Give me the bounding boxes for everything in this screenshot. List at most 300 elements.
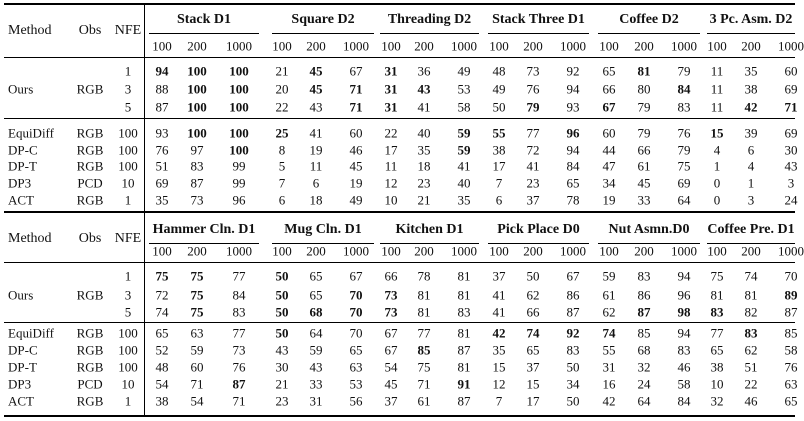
- score-cell: 37: [384, 393, 398, 409]
- score-cell: 77: [417, 325, 431, 341]
- score-cell: 6: [278, 192, 286, 208]
- score-cell: 77: [710, 325, 724, 341]
- score-cell: 83: [710, 304, 724, 320]
- score-cell: 7: [495, 175, 503, 191]
- score-cell: 33: [637, 192, 651, 208]
- nfe-value: 100: [118, 342, 138, 358]
- score-cell: 50: [566, 359, 580, 375]
- score-cell: 59: [309, 342, 323, 358]
- obs-header: Obs: [78, 230, 102, 246]
- header-rule: [4, 57, 795, 58]
- score-cell: 75: [190, 304, 204, 320]
- baseline-method-label: ACT: [8, 192, 34, 208]
- score-cell: 59: [457, 125, 471, 141]
- step-subheader: 1000: [671, 243, 697, 259]
- score-cell: 52: [155, 342, 169, 358]
- step-subheader: 200: [306, 38, 326, 54]
- score-cell: 46: [744, 393, 758, 409]
- score-cell: 70: [349, 325, 363, 341]
- score-cell: 87: [457, 393, 471, 409]
- score-cell: 23: [526, 175, 540, 191]
- score-cell: 81: [457, 268, 471, 284]
- score-cell: 83: [677, 342, 691, 358]
- score-cell: 19: [349, 175, 363, 191]
- score-cell: 87: [190, 175, 204, 191]
- step-subheader: 1000: [226, 38, 252, 54]
- score-cell: 31: [309, 393, 323, 409]
- score-cell: 54: [155, 376, 169, 392]
- baseline-obs-label: RGB: [76, 342, 104, 358]
- score-cell: 96: [677, 287, 691, 303]
- baseline-obs-label: RGB: [76, 393, 104, 409]
- score-cell: 81: [744, 287, 758, 303]
- score-cell: 50: [275, 304, 289, 320]
- score-cell: 21: [275, 63, 289, 79]
- score-cell: 100: [229, 125, 249, 141]
- score-cell: 80: [637, 81, 651, 97]
- score-cell: 45: [309, 81, 323, 97]
- score-cell: 94: [155, 63, 169, 79]
- score-cell: 83: [190, 158, 204, 174]
- score-cell: 21: [417, 192, 431, 208]
- score-cell: 58: [457, 99, 471, 115]
- baseline-obs-label: PCD: [77, 376, 103, 392]
- score-cell: 65: [309, 268, 323, 284]
- score-cell: 79: [526, 99, 540, 115]
- score-cell: 83: [677, 99, 691, 115]
- score-cell: 64: [637, 393, 651, 409]
- score-cell: 69: [784, 125, 798, 141]
- score-cell: 54: [190, 393, 204, 409]
- score-cell: 50: [275, 287, 289, 303]
- score-cell: 81: [417, 304, 431, 320]
- method-header: Method: [8, 23, 52, 38]
- baseline-method-label: DP-T: [8, 158, 37, 174]
- score-cell: 75: [190, 268, 204, 284]
- score-cell: 83: [637, 268, 651, 284]
- score-cell: 73: [232, 342, 246, 358]
- step-subheader: 1000: [226, 243, 252, 259]
- score-cell: 47: [602, 158, 616, 174]
- score-cell: 38: [155, 393, 169, 409]
- score-cell: 42: [602, 393, 616, 409]
- section-rule: [4, 322, 795, 323]
- step-subheader: 200: [414, 243, 434, 259]
- score-cell: 63: [190, 325, 204, 341]
- score-cell: 99: [232, 175, 246, 191]
- step-subheader: 1000: [451, 243, 477, 259]
- score-cell: 36: [417, 63, 431, 79]
- score-cell: 6: [312, 175, 320, 191]
- score-cell: 81: [457, 359, 471, 375]
- score-cell: 69: [677, 175, 691, 191]
- score-cell: 100: [229, 99, 249, 115]
- score-cell: 38: [744, 81, 758, 97]
- score-cell: 93: [155, 125, 169, 141]
- step-subheader: 100: [152, 243, 172, 259]
- score-cell: 78: [566, 192, 580, 208]
- score-cell: 94: [566, 81, 580, 97]
- score-cell: 60: [602, 125, 616, 141]
- score-cell: 15: [710, 125, 724, 141]
- score-cell: 40: [417, 125, 431, 141]
- score-cell: 4: [747, 158, 755, 174]
- score-cell: 21: [275, 376, 289, 392]
- score-cell: 49: [492, 81, 506, 97]
- score-cell: 51: [155, 158, 169, 174]
- header-divider: [144, 213, 145, 262]
- step-subheader: 1000: [451, 38, 477, 54]
- score-cell: 53: [457, 81, 471, 97]
- score-cell: 10: [710, 376, 724, 392]
- score-cell: 62: [744, 342, 758, 358]
- score-cell: 18: [309, 192, 323, 208]
- score-cell: 87: [566, 304, 580, 320]
- score-cell: 39: [744, 125, 758, 141]
- score-cell: 71: [232, 393, 246, 409]
- task-header: Coffee Pre. D1: [707, 222, 795, 237]
- score-cell: 45: [349, 158, 363, 174]
- step-subheader: 1000: [671, 38, 697, 54]
- score-cell: 46: [349, 142, 363, 158]
- score-cell: 83: [566, 342, 580, 358]
- score-cell: 71: [349, 99, 363, 115]
- baseline-method-label: EquiDiff: [8, 125, 54, 141]
- score-cell: 37: [492, 268, 506, 284]
- score-cell: 46: [677, 359, 691, 375]
- score-cell: 75: [417, 359, 431, 375]
- score-cell: 84: [677, 81, 691, 97]
- task-underline: [272, 33, 374, 34]
- score-cell: 59: [457, 142, 471, 158]
- score-cell: 67: [349, 268, 363, 284]
- score-cell: 23: [275, 393, 289, 409]
- header-divider: [144, 5, 145, 57]
- score-cell: 19: [602, 192, 616, 208]
- score-cell: 67: [384, 325, 398, 341]
- score-cell: 43: [784, 158, 798, 174]
- score-cell: 81: [457, 325, 471, 341]
- ours-obs-label: RGB: [76, 287, 104, 303]
- task-underline: [380, 33, 479, 34]
- score-cell: 58: [677, 376, 691, 392]
- score-cell: 83: [744, 325, 758, 341]
- score-cell: 89: [784, 287, 798, 303]
- score-cell: 62: [602, 304, 616, 320]
- score-cell: 63: [784, 376, 798, 392]
- score-cell: 40: [457, 175, 471, 191]
- score-cell: 41: [457, 158, 471, 174]
- score-cell: 74: [526, 325, 540, 341]
- score-cell: 75: [677, 158, 691, 174]
- score-cell: 85: [417, 342, 431, 358]
- baseline-obs-label: RGB: [76, 158, 104, 174]
- step-subheader: 200: [414, 38, 434, 54]
- score-cell: 60: [190, 359, 204, 375]
- step-subheader: 100: [489, 38, 509, 54]
- score-cell: 42: [744, 99, 758, 115]
- score-cell: 67: [566, 268, 580, 284]
- header-rule: [4, 262, 795, 263]
- score-cell: 92: [566, 325, 580, 341]
- score-cell: 73: [384, 287, 398, 303]
- ours-obs-label: RGB: [76, 81, 104, 97]
- nfe-value: 1: [124, 63, 132, 79]
- nfe-value: 10: [121, 376, 135, 392]
- nfe-value: 5: [124, 304, 132, 320]
- score-cell: 1: [747, 175, 755, 191]
- score-cell: 0: [713, 192, 721, 208]
- baseline-obs-label: RGB: [76, 125, 104, 141]
- score-cell: 74: [602, 325, 616, 341]
- score-cell: 35: [457, 192, 471, 208]
- score-cell: 98: [677, 304, 691, 320]
- score-cell: 85: [637, 325, 651, 341]
- score-cell: 71: [190, 376, 204, 392]
- score-cell: 11: [710, 81, 724, 97]
- score-cell: 100: [229, 63, 249, 79]
- score-cell: 17: [384, 142, 398, 158]
- step-subheader: 1000: [343, 38, 369, 54]
- score-cell: 68: [637, 342, 651, 358]
- step-subheader: 100: [707, 243, 727, 259]
- score-cell: 64: [677, 192, 691, 208]
- step-subheader: 100: [272, 243, 292, 259]
- step-subheader: 200: [187, 243, 207, 259]
- score-cell: 49: [349, 192, 363, 208]
- score-cell: 71: [349, 81, 363, 97]
- score-cell: 25: [275, 125, 289, 141]
- score-cell: 87: [784, 304, 798, 320]
- score-cell: 79: [677, 63, 691, 79]
- score-cell: 12: [384, 175, 398, 191]
- score-cell: 35: [155, 192, 169, 208]
- score-cell: 41: [526, 158, 540, 174]
- nfe-value: 100: [118, 158, 138, 174]
- score-cell: 79: [637, 125, 651, 141]
- score-cell: 17: [526, 393, 540, 409]
- score-cell: 100: [187, 63, 207, 79]
- score-cell: 100: [187, 99, 207, 115]
- score-cell: 71: [784, 99, 798, 115]
- score-cell: 6: [747, 142, 755, 158]
- score-cell: 69: [784, 81, 798, 97]
- score-cell: 81: [710, 287, 724, 303]
- score-cell: 82: [744, 304, 758, 320]
- score-cell: 42: [492, 325, 506, 341]
- step-subheader: 200: [187, 38, 207, 54]
- score-cell: 34: [566, 376, 580, 392]
- score-cell: 11: [384, 158, 398, 174]
- score-cell: 69: [155, 175, 169, 191]
- score-cell: 81: [417, 287, 431, 303]
- score-cell: 97: [190, 142, 204, 158]
- nfe-value: 1: [124, 268, 132, 284]
- baseline-method-label: ACT: [8, 393, 34, 409]
- score-cell: 96: [566, 125, 580, 141]
- score-cell: 61: [602, 287, 616, 303]
- score-cell: 41: [492, 287, 506, 303]
- baseline-method-label: DP3: [8, 376, 32, 392]
- score-cell: 94: [566, 142, 580, 158]
- score-cell: 22: [744, 376, 758, 392]
- task-underline: [488, 33, 589, 34]
- nfe-value: 1: [124, 393, 132, 409]
- baseline-method-label: DP-C: [8, 142, 38, 158]
- ours-method-label: Ours: [8, 287, 34, 303]
- ours-method-label: Ours: [8, 81, 34, 97]
- score-cell: 41: [309, 125, 323, 141]
- score-cell: 94: [677, 268, 691, 284]
- nfe-value: 3: [124, 287, 132, 303]
- nfe-header: NFE: [114, 230, 142, 246]
- step-subheader: 1000: [778, 38, 804, 54]
- baseline-method-label: DP-C: [8, 342, 38, 358]
- task-header: Stack Three D1: [492, 12, 585, 27]
- method-divider: [144, 262, 145, 415]
- method-divider: [144, 57, 145, 211]
- score-cell: 65: [526, 342, 540, 358]
- score-cell: 20: [275, 81, 289, 97]
- score-cell: 76: [155, 142, 169, 158]
- score-cell: 31: [384, 99, 398, 115]
- score-cell: 83: [232, 304, 246, 320]
- score-cell: 33: [309, 376, 323, 392]
- score-cell: 65: [710, 342, 724, 358]
- score-cell: 18: [417, 158, 431, 174]
- baseline-obs-label: RGB: [76, 192, 104, 208]
- score-cell: 63: [349, 359, 363, 375]
- score-cell: 70: [784, 268, 798, 284]
- score-cell: 76: [677, 125, 691, 141]
- score-cell: 11: [710, 99, 724, 115]
- score-cell: 34: [602, 175, 616, 191]
- score-cell: 55: [492, 125, 506, 141]
- score-cell: 67: [602, 99, 616, 115]
- score-cell: 70: [349, 287, 363, 303]
- nfe-value: 1: [124, 192, 132, 208]
- score-cell: 43: [275, 342, 289, 358]
- step-subheader: 100: [489, 243, 509, 259]
- score-cell: 53: [349, 376, 363, 392]
- nfe-value: 100: [118, 125, 138, 141]
- score-cell: 45: [637, 175, 651, 191]
- score-cell: 44: [602, 142, 616, 158]
- score-cell: 43: [417, 81, 431, 97]
- score-cell: 31: [602, 359, 616, 375]
- score-cell: 79: [677, 142, 691, 158]
- score-cell: 71: [417, 376, 431, 392]
- score-cell: 79: [637, 99, 651, 115]
- score-cell: 72: [155, 287, 169, 303]
- score-cell: 70: [349, 304, 363, 320]
- baseline-obs-label: RGB: [76, 325, 104, 341]
- table-bottom-rule: [4, 415, 795, 417]
- score-cell: 74: [155, 304, 169, 320]
- score-cell: 19: [309, 142, 323, 158]
- score-cell: 77: [526, 125, 540, 141]
- score-cell: 17: [492, 158, 506, 174]
- score-cell: 7: [278, 175, 286, 191]
- score-cell: 48: [492, 63, 506, 79]
- score-cell: 58: [784, 342, 798, 358]
- baseline-obs-label: RGB: [76, 359, 104, 375]
- score-cell: 11: [309, 158, 323, 174]
- score-cell: 100: [187, 125, 207, 141]
- score-cell: 65: [784, 393, 798, 409]
- score-cell: 65: [349, 342, 363, 358]
- task-underline: [149, 33, 259, 34]
- score-cell: 6: [495, 192, 503, 208]
- score-cell: 73: [526, 63, 540, 79]
- score-cell: 31: [384, 63, 398, 79]
- step-subheader: 100: [381, 38, 401, 54]
- step-subheader: 100: [599, 38, 619, 54]
- step-subheader: 1000: [778, 243, 804, 259]
- score-cell: 65: [602, 63, 616, 79]
- score-cell: 87: [232, 376, 246, 392]
- score-cell: 48: [155, 359, 169, 375]
- score-cell: 10: [384, 192, 398, 208]
- score-cell: 75: [155, 268, 169, 284]
- score-cell: 76: [526, 81, 540, 97]
- score-cell: 32: [637, 359, 651, 375]
- score-cell: 31: [384, 81, 398, 97]
- nfe-header: NFE: [114, 23, 142, 38]
- score-cell: 35: [744, 63, 758, 79]
- nfe-value: 5: [124, 99, 132, 115]
- score-cell: 76: [784, 359, 798, 375]
- score-cell: 43: [309, 359, 323, 375]
- score-cell: 54: [384, 359, 398, 375]
- score-cell: 100: [229, 81, 249, 97]
- score-cell: 50: [275, 268, 289, 284]
- score-cell: 5: [278, 158, 286, 174]
- nfe-value: 3: [124, 81, 132, 97]
- score-cell: 99: [232, 158, 246, 174]
- score-cell: 81: [637, 63, 651, 79]
- task-header: Nut Asmn.D0: [608, 222, 690, 237]
- score-cell: 65: [155, 325, 169, 341]
- score-cell: 35: [492, 342, 506, 358]
- score-cell: 32: [710, 393, 724, 409]
- step-subheader: 100: [152, 38, 172, 54]
- step-subheader: 1000: [560, 38, 586, 54]
- score-cell: 38: [710, 359, 724, 375]
- baseline-method-label: DP3: [8, 175, 32, 191]
- table-top-rule: [4, 3, 795, 5]
- score-cell: 11: [710, 63, 724, 79]
- score-cell: 50: [492, 99, 506, 115]
- score-cell: 55: [602, 342, 616, 358]
- score-cell: 77: [232, 268, 246, 284]
- task-header: Threading D2: [387, 12, 472, 27]
- score-cell: 41: [417, 99, 431, 115]
- baseline-obs-label: PCD: [77, 175, 103, 191]
- table-top-rule: [4, 211, 795, 213]
- score-cell: 100: [187, 81, 207, 97]
- score-cell: 45: [309, 63, 323, 79]
- score-cell: 72: [526, 142, 540, 158]
- score-cell: 94: [677, 325, 691, 341]
- score-cell: 84: [232, 287, 246, 303]
- score-cell: 37: [526, 192, 540, 208]
- step-subheader: 100: [707, 38, 727, 54]
- score-cell: 3: [747, 192, 755, 208]
- score-cell: 93: [566, 99, 580, 115]
- nfe-value: 100: [118, 142, 138, 158]
- step-subheader: 100: [272, 38, 292, 54]
